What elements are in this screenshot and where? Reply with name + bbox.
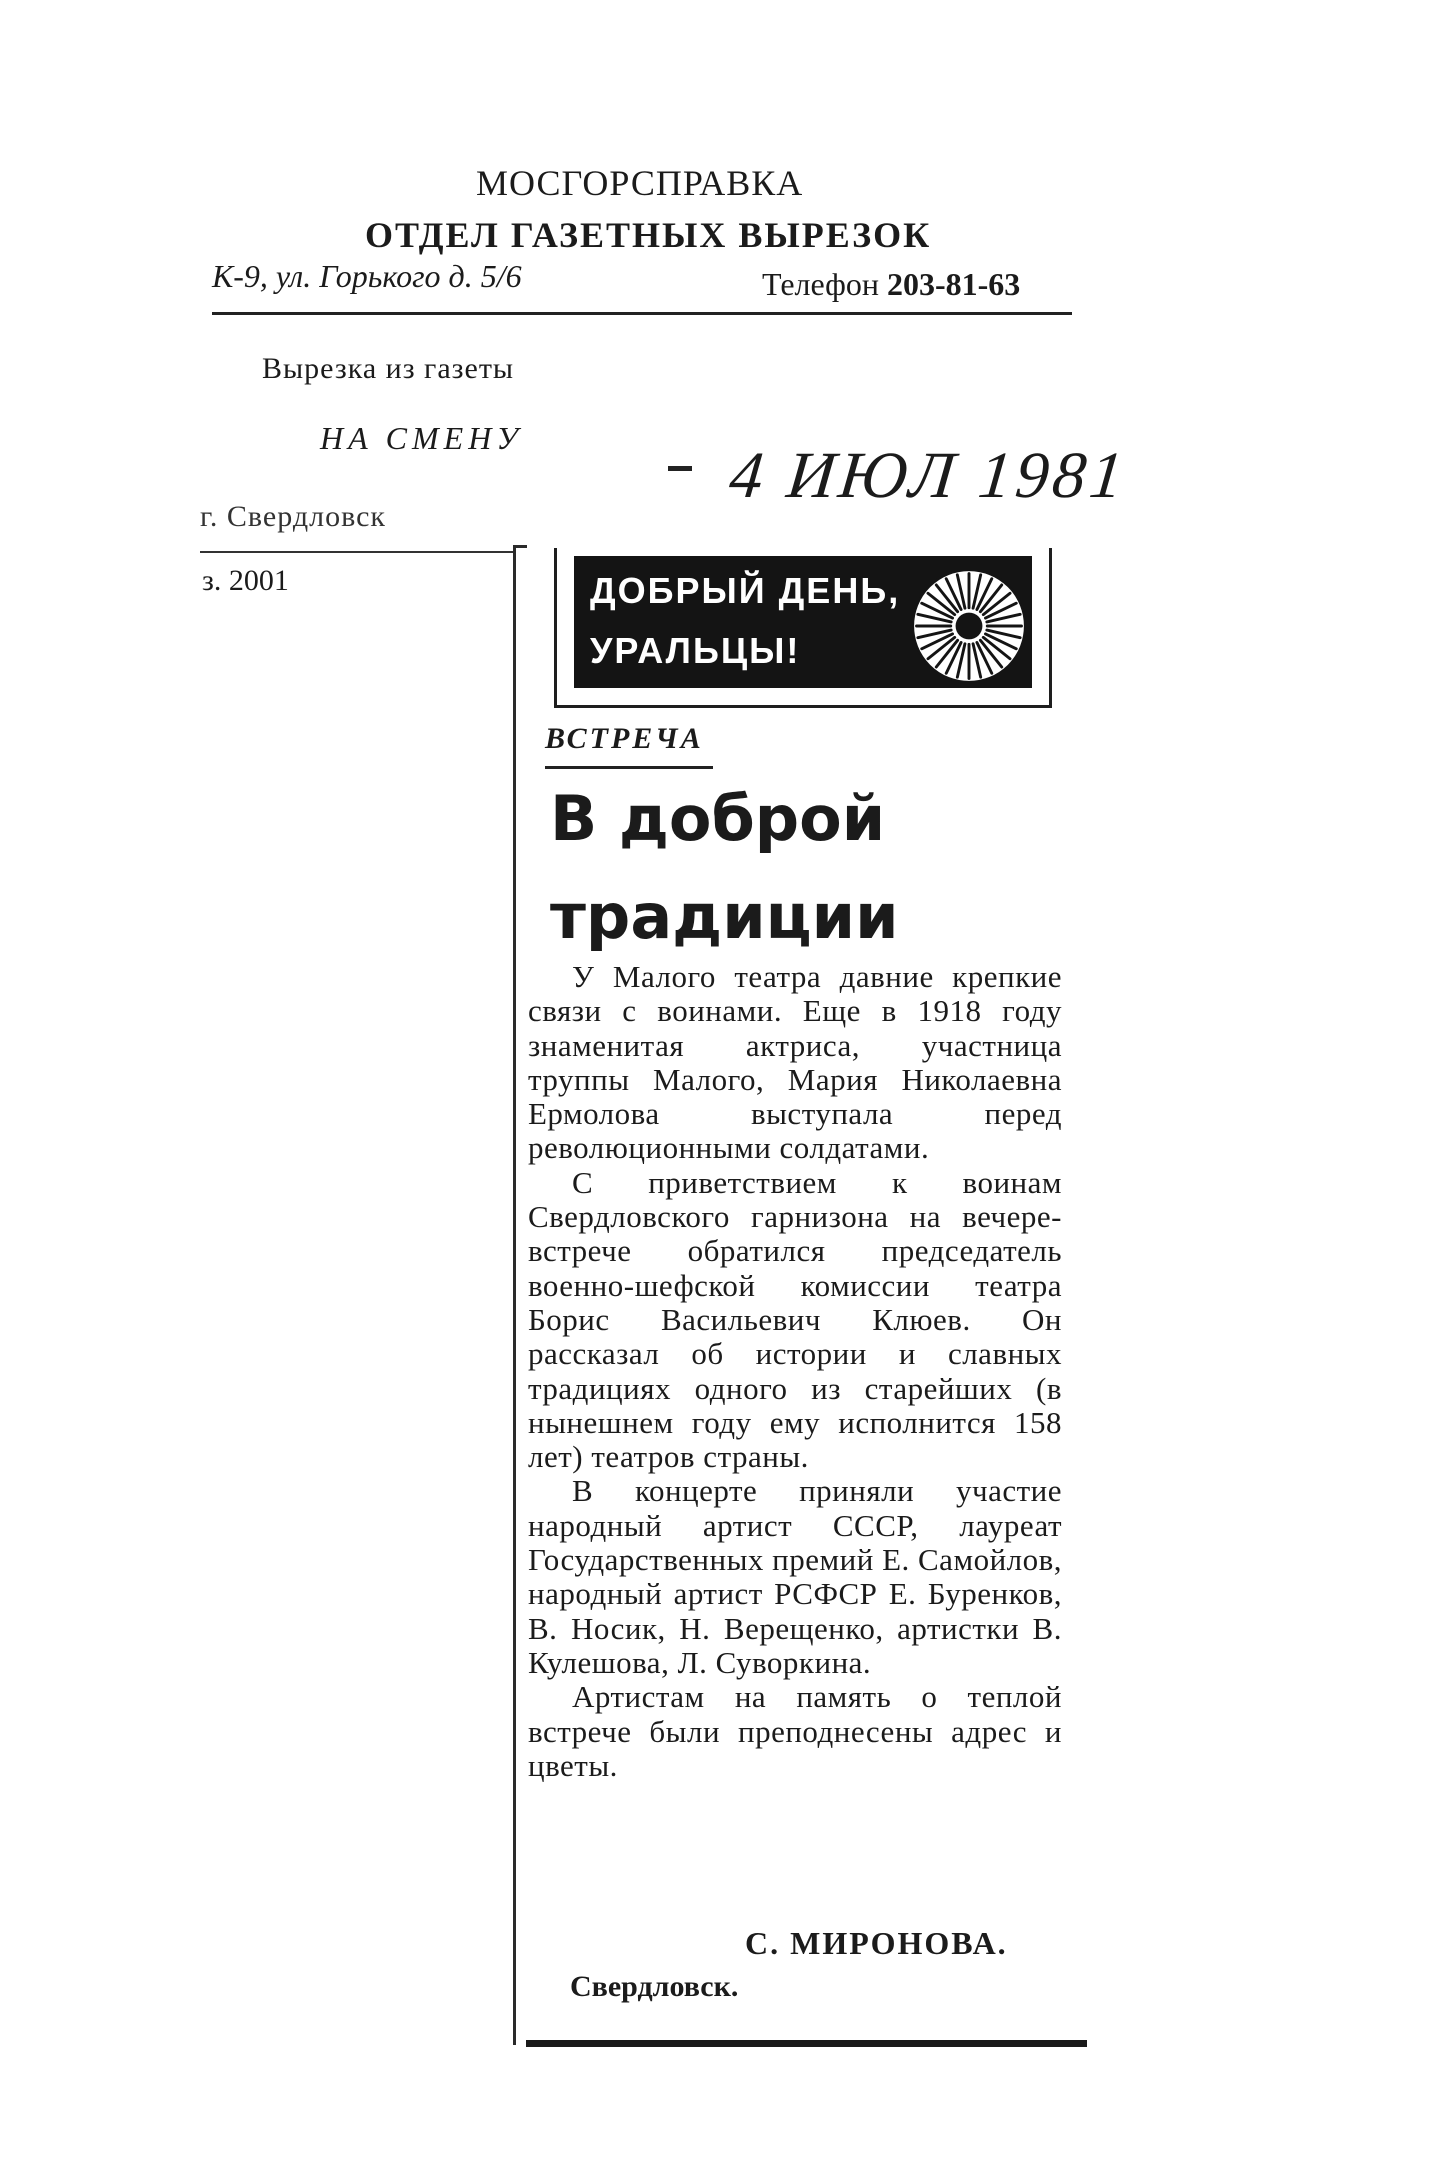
author-signature: С. МИРОНОВА. <box>745 1925 1008 1961</box>
phone-label: Телефон <box>762 266 879 302</box>
agency-name: МОСГОРСПРАВКА <box>476 163 804 203</box>
rubric-banner-line2: УРАЛЬЦЫ! <box>590 630 801 671</box>
article-rubric: ВСТРЕЧА <box>545 722 704 755</box>
department-name: ОТДЕЛ ГАЗЕТНЫХ ВЫРЕЗОК <box>365 215 932 255</box>
article-dateline: Свердловск. <box>570 1970 739 2003</box>
agency-address: К-9, ул. Горького д. 5/6 <box>212 258 522 294</box>
header-divider <box>212 312 1072 315</box>
rubric-banner-line1: ДОБРЫЙ ДЕНЬ, <box>590 570 901 611</box>
rubric-underline <box>545 766 713 769</box>
column-rule <box>513 545 516 2045</box>
clipping-label: Вырезка из газеты <box>262 352 515 385</box>
issue-number: з. 2001 <box>202 564 289 597</box>
article-paragraph: В концерте приняли участие народный артист СССР, лауреат Государственных премий Е. Самойлов, народный артист РСФСР Е. Буренков, В. Носик, Н. Верещенко, артистки В. Кулешова, Л. Суворкина. <box>528 1473 1063 1680</box>
article-paragraph: У Малого театра давние крепкие связи с воинами. Еще в 1918 году знаменитая актриса, участница труппы Малого, Мария Николаевна Ермолова выступала перед революционными солдатами. <box>528 959 1062 1166</box>
newspaper-city: г. Свердловск <box>200 500 386 533</box>
newspaper-name: НА СМЕНУ <box>320 420 523 456</box>
agency-phone <box>762 266 1020 303</box>
headline-line1: В доброй <box>550 782 886 855</box>
form-divider <box>200 551 514 553</box>
article-paragraph: Артистам на память о теплой встрече были преподнесены адрес и цветы. <box>528 1679 1062 1783</box>
sun-icon <box>908 565 1030 687</box>
phone-number: 203-81-63 <box>886 266 1021 302</box>
article-paragraph: С приветствием к воинам Свердловского гарнизона на вечере-встрече обратился председатель военно-шефской комиссии театра Борис Васильевич Клюев. Он рассказал об истории и славных традициях одного из старейших (в нынешнем году ему исполнится 158 лет) театров страны. <box>528 1164 1062 1475</box>
article-end-rule <box>526 2040 1087 2047</box>
column-rule-tick <box>513 545 527 548</box>
date-stamp: 4 ИЮЛ 1981 <box>726 439 1131 512</box>
article-body <box>528 960 1062 1783</box>
stamp-dash <box>668 466 692 471</box>
headline-line2: традиции <box>550 880 899 953</box>
